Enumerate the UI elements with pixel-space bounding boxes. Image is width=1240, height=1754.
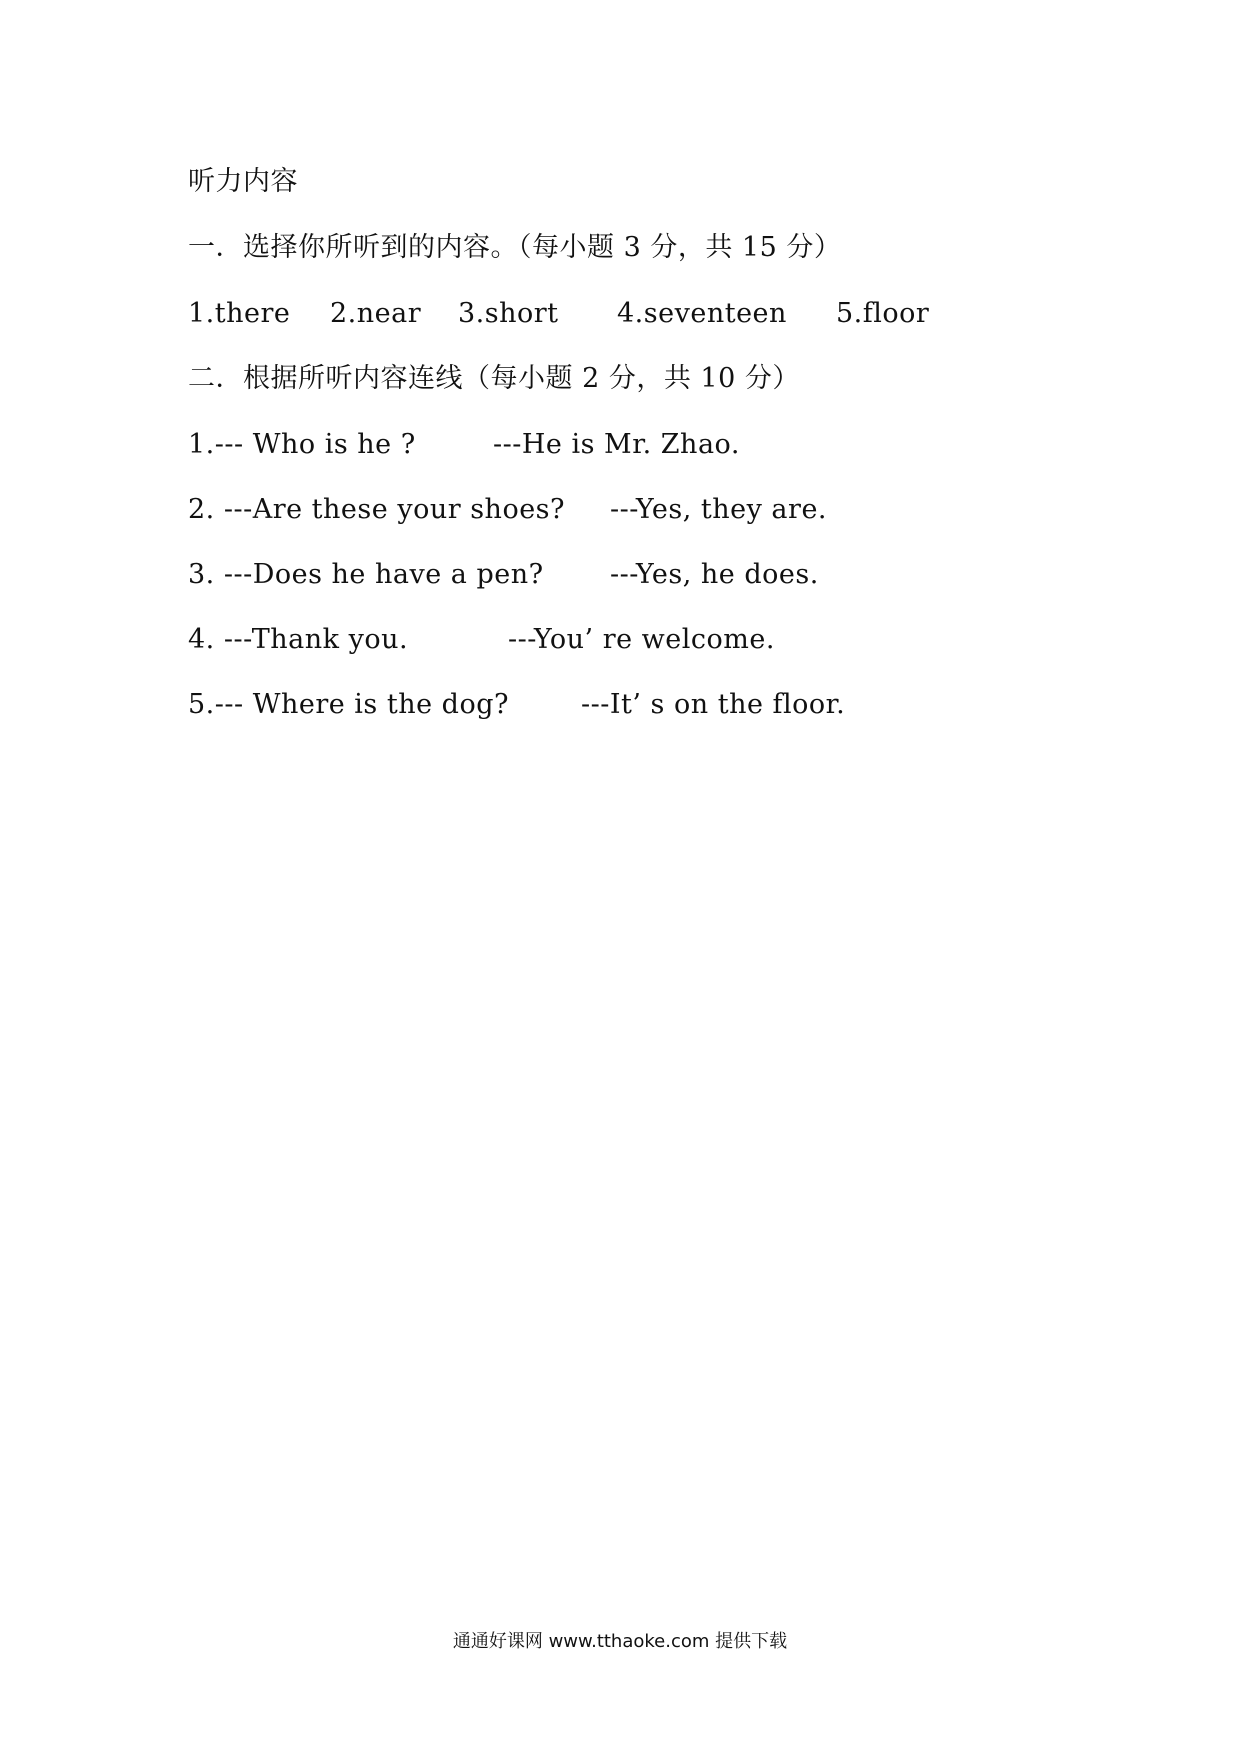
word-item: 3.short xyxy=(458,298,559,329)
section-1-heading: 一．选择你所听到的内容。（每小题 3 分，共 15 分） xyxy=(188,232,842,263)
dialogue-answer: ---It’ s on the floor. xyxy=(581,689,846,720)
section-2-heading: 二．根据所听内容连线（每小题 2 分，共 10 分） xyxy=(188,363,800,394)
dialogue-answer: ---Yes, he does. xyxy=(610,559,819,590)
word-item: 2.near xyxy=(330,298,422,329)
footer-source: 通通好课网 www.tthaoke.com 提供下载 xyxy=(452,1631,788,1652)
dialogue-row xyxy=(188,687,846,831)
dialogue-question: 5.--- Where is the dog? xyxy=(188,689,509,720)
dialogue-question: 4. ---Thank you. xyxy=(188,624,409,655)
dialogue-question: 3. ---Does he have a pen? xyxy=(188,559,544,590)
dialogue-question: 1.--- Who is he ? xyxy=(188,429,416,460)
word-item: 4.seventeen xyxy=(617,298,787,329)
dialogue-answer: ---He is Mr. Zhao. xyxy=(493,429,740,460)
dialogue-question: 2. ---Are these your shoes? xyxy=(188,494,566,525)
word-item: 5.floor xyxy=(836,298,930,329)
dialogue-answer: ---You’ re welcome. xyxy=(508,624,775,655)
page-title: 听力内容 xyxy=(188,166,298,197)
word-item: 1.there xyxy=(188,298,291,329)
dialogue-answer: ---Yes, they are. xyxy=(610,494,827,525)
